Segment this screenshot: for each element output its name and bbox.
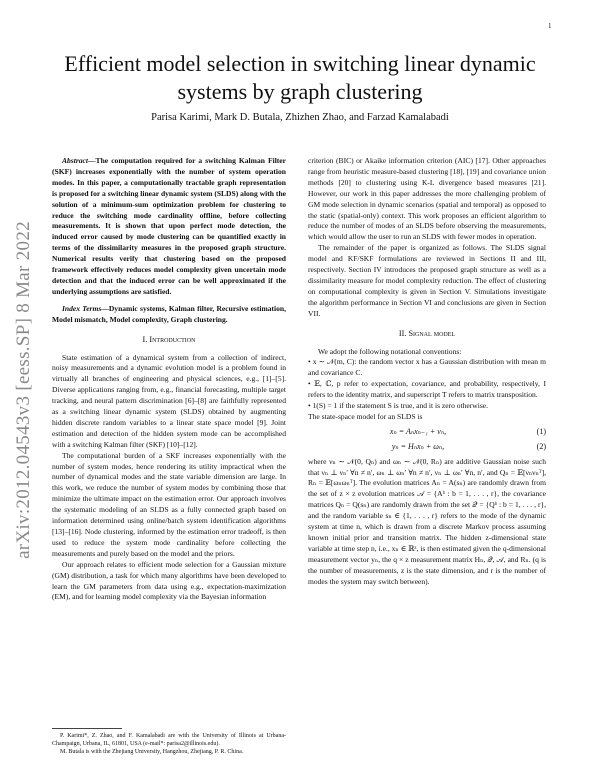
equation-2 (308, 442, 546, 453)
notation-intro: We adopt the following notational conventions: (318, 346, 462, 356)
equation-number: (1) (536, 426, 546, 436)
intro-paragraph-2: The computational burden of a SKF increases exponentially with the number of system modes, hence rendering its utility impractical when the number of dynamical modes and the state variable dimension are large. In this work, we reduce the number of system modes by combining those that minimize the ultimate impact on the estimation error. Our approach involves the systematic modeling of an SLDS as a fully connected graph based on information determined using online/batch system identification algorithms [13]–[16]. Node clustering, informed by the estimation error tradeoff, is then used to reduce the system mode cardinality before collecting the measurements and purely based on the model and the priors. (52, 450, 286, 558)
right-column (308, 156, 546, 588)
abstract-text: —The computation required for a switching Kalman Filter (SKF) increases exponentially with the number of system operation modes. In this paper, a computationally tractable graph representation is proposed for a switching linear dynamic system (SLDS) along with the solution of a minimum-sum optimization problem for clustering to reduce the switching mode cardinality offline, before collecting measurements. It is shown that upon perfect mode detection, the induced error caused by mode clustering can be quantified exactly in terms of the dissimilarity measures in the proposed graph structure. Numerical results verify that clustering based on the proposed framework effectively reduces model complexity given uncertain mode detection and that the induced error can be well approximated if the underlying assumptions are satisfied. (52, 156, 286, 296)
index-terms-text: —Dynamic systems, Kalman filter, Recursive estimation, Model mismatch, Model complexity, Graph clustering. (52, 303, 286, 324)
index-terms (52, 304, 286, 326)
footnotes (52, 728, 286, 756)
arxiv-sidebar (10, 130, 38, 650)
left-column (52, 156, 286, 603)
intro-paragraph-1: State estimation of a dynamical system from a collection of indirect, noisy measurements and a dynamic evolution model is a problem found in virtually all branches of engineering and physical sciences, e.g., [1]–[5]. Diverse applications ranging from, e.g., financial forecasting, multiple target tracking, and neural pattern discrimination [6]–[8] are faithfully represented as a switching linear dynamic system (SLDS) obtained by augmenting hidden discrete random variables to a linear state space model [9]. Joint estimation and detection of the hidden system mode can be accomplished with a switching Kalman filter (SKF) [10]–[12]. (52, 352, 286, 449)
section-heading-signal-model: II. Signal model (398, 328, 456, 338)
equation-body: yₙ = Hₙxₙ + ωₙ, (391, 441, 445, 451)
paper-authors: Parisa Karimi, Mark D. Butala, Zhizhen Zhao, and Farzad Kamalabadi (151, 112, 449, 123)
paper-title: Efficient model selection in switching linear dynamic systems by graph clustering (64, 51, 536, 104)
right-paragraph-2: The remainder of the paper is organized as follows. The SLDS signal model and KF/SKF formulations are reviewed in Sections II and III, respectively. Section IV introduces the proposed graph structure as well as a dissimilarity measure for model complexity reduction. The effect of clustering on computational complexity is given in Section V. Simulations investigate the algorithm performance in Section VI and conclusions are given in Section VII. (308, 243, 546, 318)
section-heading-introduction: I. Introduction (142, 334, 196, 344)
arxiv-identifier: arXiv:2012.04543v3 [eess.SP] 8 Mar 2022 (13, 221, 34, 559)
footnote-rule (52, 728, 122, 729)
footnote-affiliation-1: P. Karimi*, Z. Zhao, and F. Kamalabadi are with the University of Illinois at Urbana-Champaign, Urbana, IL, 61801, USA (e-mail*: parisa2@illinois.edu). (52, 733, 286, 747)
page-number: 1 (548, 22, 552, 30)
equation-body: xₙ = Aₙxₙ₋₁ + νₙ, (389, 426, 447, 436)
footnote-affiliation-2: M. Butala is with the Zhejiang University, Hangzhou, Zhejiang, P. R. China. (60, 749, 244, 755)
equation-1 (308, 427, 546, 438)
state-space-lead: The state-space model for an SLDS is (308, 411, 423, 421)
right-paragraph-1: criterion (BIC) or Akaike information criterion (AIC) [17]. Other approaches range from heuristic measure-based clustering [18], [19] and covariance union methods [20] to clustering using K-L divergence based measures [21]. However, our work in this paper addresses the more challenging problem of GM mode selection in dynamic scenarios (spatial and temporal) as opposed to the static (spatial-only) context. This work proposes an efficient algorithm to reduce the number of modes of an SLDS before observing the measurements, which would allow the user to run an SLDS with fewer modes in operation. (308, 156, 546, 242)
index-terms-label: Index Terms (62, 303, 102, 313)
intro-paragraph-3: Our approach relates to efficient mode selection for a Gaussian mixture (GM) distribution, a task for which many algorithms have been developed to learn the GM parameters from data using e.g., expectation-maximization (EM), and for learning model complexity via the Bayesian information (52, 559, 286, 602)
notation-bullet: • 1(S) = 1 if the statement S is true, and it is zero otherwise. (308, 401, 489, 411)
abstract-label: Abstract (62, 156, 88, 165)
model-description: where νₙ ∼ 𝒩(0, Qₙ) and ωₙ ∼ 𝒩(0, Rₙ) are additive Gaussian noise such that νₙ ⊥ νₙ′ ∀n ≠ n′, ωₙ ⊥ ωₙ′ ∀n ≠ n′, νₙ ⊥ ωₙ′ ∀n, n′, and Qₙ = 𝔼[νₙνₙᵀ], Rₙ = 𝔼[ωₙωₙᵀ]. The evolution matrices Aₙ = A(sₙ) are randomly drawn from the set of z × z evolution matrices 𝒜 = {Aᵇ : b = 1, . . . , r}, the covariance matrices Qₙ = Q(sₙ) are randomly drawn from the set 𝒬 = {Qᵇ : b = 1, . . . , r}, and the random variable sₙ ∈ {1, . . . , r} refers to the mode of the dynamic system at time n, which is drawn from a discrete Markov process assuming known initial prior and transition matrix. The hidden z-dimensional state variable at time step n, i.e., xₙ ∈ ℝᶻ, is then estimated given the q-dimensional measurement vector yₙ, the q × z measurement matrix Hₙ, 𝒬, 𝒜, and Rₙ. (q is the number of measurements, z is the state dimension, and r is the number of modes the system may switch between). (308, 456, 546, 586)
notation-bullet: • x ∼ 𝒩(m, C): the random vector x has a Gaussian distribution with mean m and covariance C. (308, 357, 546, 378)
abstract (52, 156, 286, 298)
equation-number: (2) (536, 441, 546, 451)
notation-bullet: • 𝔼, ℂ, p refer to expectation, covariance, and probability, respectively, I refers to the identity matrix, and superscript T refers to matrix transposition. (308, 379, 546, 400)
